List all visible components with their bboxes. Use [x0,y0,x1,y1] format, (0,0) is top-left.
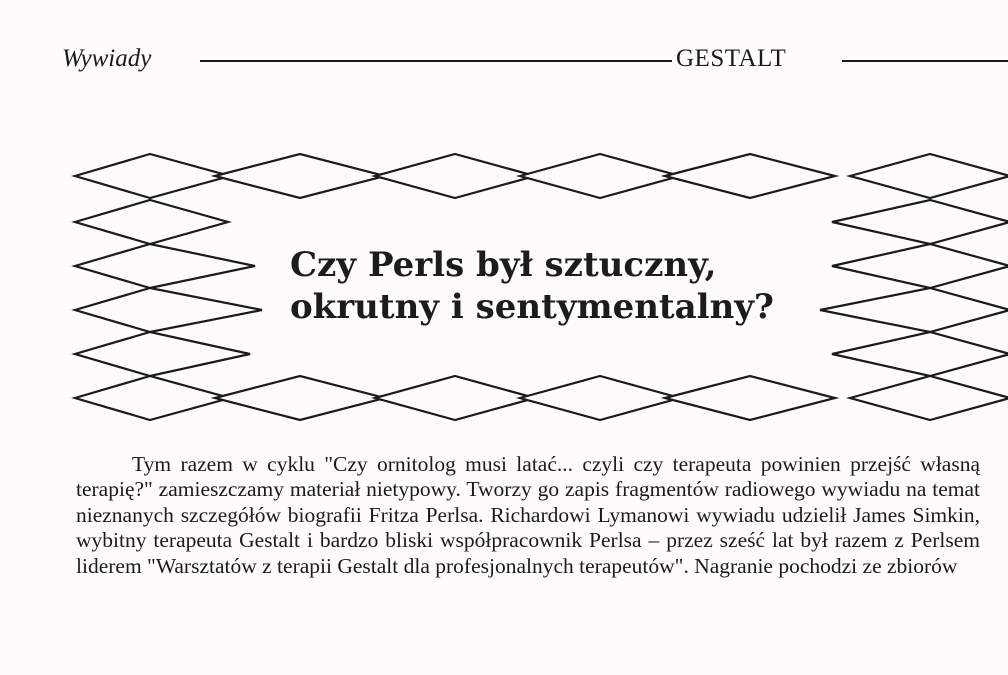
article-title [290,244,830,328]
article-body [76,452,980,579]
title-line: Czy Perls był sztuczny, [290,245,717,285]
intro-paragraph: Tym razem w cyklu "Czy ornitolog musi latać... czyli czy terapeuta powinien przejść własną terapię?" zamieszczamy materiał nietypowy. Tworzy go zapis fragmentów radiowego wywiadu na temat nieznanych szczegółów biografii Fritza Perlsa. Richardowi Lymanowi wywiadu udzielił James Simkin, wybitny terapeuta Gestalt i bardzo bliski współpracownik Perlsa – przez sześć lat był razem z Perlsem liderem "Warsztatów z terapii Gestalt dla profesjonalnych terapeutów". Nagranie pochodzi ze zbiorów [76,452,980,578]
header-rule [200,60,672,62]
title-line: okrutny i sentymentalny? [290,287,774,327]
section-name: Wywiady [62,45,152,72]
title-banner [0,140,1008,430]
running-header [0,40,1008,84]
header-rule [842,60,1008,62]
journal-name: GESTALT [676,45,787,72]
